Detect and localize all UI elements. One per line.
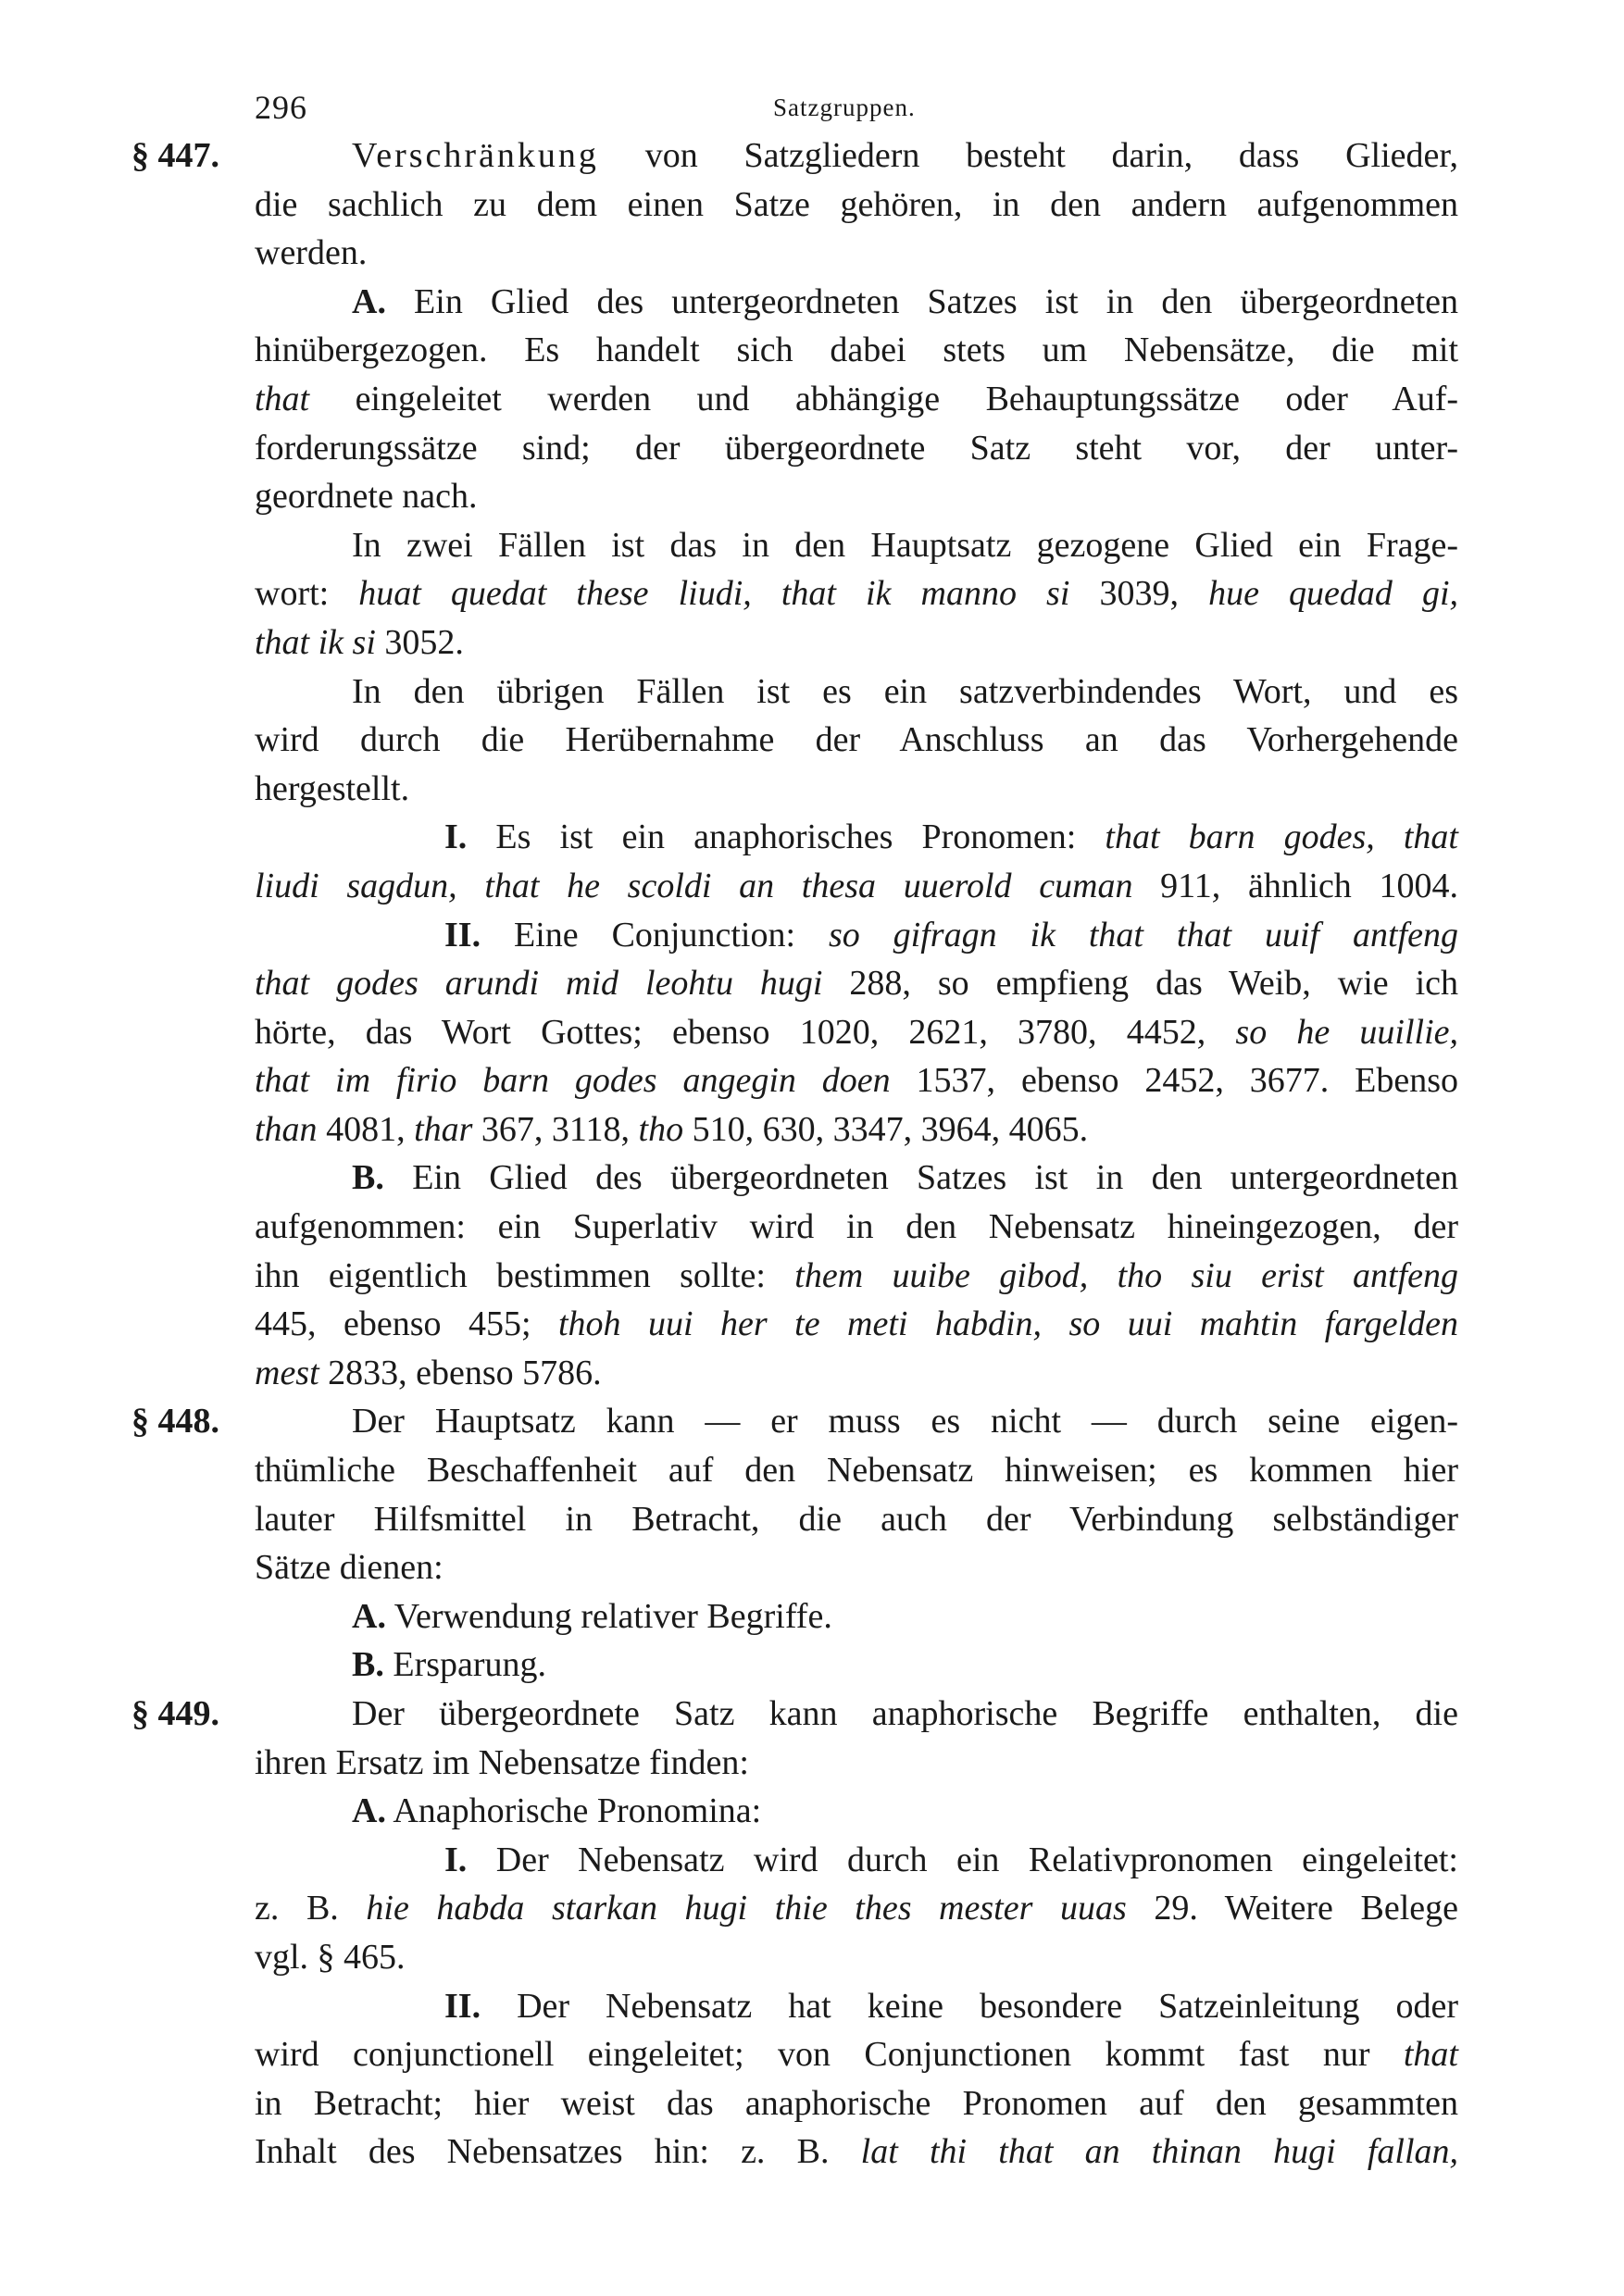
running-head: Satzgruppen. bbox=[773, 94, 916, 121]
text-line: wird durch die Herübernahme der Anschluss an das Vorhergehende bbox=[255, 720, 1458, 760]
text-run: 3039, bbox=[1069, 574, 1209, 614]
text-line: vgl. § 465. bbox=[255, 1937, 406, 1977]
citation-term: that bbox=[255, 379, 310, 418]
text-run: von Satzgliedern besteht darin, dass Glieder, bbox=[598, 136, 1458, 175]
text-line bbox=[255, 2130, 1458, 2179]
citation-term: that bbox=[1403, 2035, 1458, 2075]
text-run: Ersparung. bbox=[383, 1645, 547, 1685]
text-run: 29. Weitere Belege bbox=[1126, 1889, 1459, 1928]
text-line bbox=[255, 1839, 1458, 1888]
text-line bbox=[255, 1303, 1458, 1352]
text-line: lauter Hilfsmittel in Betracht, die auch der Verbindung selbständiger bbox=[255, 1499, 1458, 1539]
text-line bbox=[255, 572, 1458, 621]
text-line bbox=[131, 1692, 1458, 1741]
text-line bbox=[255, 1011, 1458, 1060]
text-line: In den übrigen Fällen ist es ein satzverbindendes Wort, und es bbox=[352, 671, 1458, 711]
section-number: § 448. bbox=[131, 1402, 219, 1441]
text-run: Der Nebensatz wird durch ein Relativpronomen eingeleitet: bbox=[467, 1840, 1458, 1879]
citation-term: that godes arundi mid leohtu hugi bbox=[255, 964, 823, 1004]
page-body bbox=[131, 134, 1459, 2179]
text-line: In zwei Fällen ist das in den Hauptsatz gezogene Glied ein Frage- bbox=[352, 525, 1458, 565]
text-line bbox=[255, 1156, 1458, 1205]
subsection-label: I. bbox=[444, 1840, 468, 1879]
text-run: 1537, ebenso 2452, 3677. Ebenso bbox=[890, 1061, 1458, 1101]
section-number: § 449. bbox=[131, 1694, 219, 1733]
citation-term: hie habda starkan hugi thie thes mester uuas bbox=[366, 1889, 1127, 1928]
text-run: Es ist ein anaphorisches Pronomen: bbox=[467, 817, 1106, 857]
section-number: § 447. bbox=[131, 136, 219, 175]
citation-term: thoh uui her te meti habdin, so uui mahtin fargelden bbox=[557, 1304, 1458, 1344]
text-line bbox=[255, 1108, 1458, 1157]
text-line bbox=[255, 1595, 1458, 1644]
text-run: 2833, ebenso 5786. bbox=[319, 1353, 602, 1392]
text-run: Der Hauptsatz kann — er muss es nicht — durch seine eigen- bbox=[352, 1402, 1458, 1441]
text-run: 367, 3118, bbox=[472, 1109, 639, 1149]
citation-term: that im firio barn godes angegin doen bbox=[255, 1061, 891, 1101]
text-line: forderungssätze sind; der übergeordnete Satz steht vor, der unter- bbox=[255, 428, 1458, 468]
citation-term: so gifragn ik that that uuif antfeng bbox=[828, 915, 1458, 955]
text-run: Inhalt des Nebensatzes hin: z. B. bbox=[255, 2132, 861, 2172]
text-run: 510, 630, 3347, 3964, 4065. bbox=[683, 1109, 1089, 1149]
citation-term: them uuibe gibod, tho siu erist antfeng bbox=[794, 1255, 1458, 1295]
citation-term: hue quedad gi, bbox=[1208, 574, 1459, 614]
citation-term: liudi sagdun, that he scoldi an thesa uuerold cuman bbox=[255, 866, 1133, 905]
page-header bbox=[255, 88, 1458, 134]
text-run: wort: bbox=[255, 574, 359, 614]
text-run: Der Nebensatz hat keine besondere Satzeinleitung oder bbox=[481, 1986, 1458, 2026]
text-line bbox=[255, 1254, 1458, 1304]
citation-term: mest bbox=[255, 1353, 319, 1392]
text-run: Eine Conjunction: bbox=[481, 915, 829, 955]
text-line bbox=[255, 1790, 1458, 1839]
text-run: Anaphorische Pronomina: bbox=[385, 1791, 762, 1831]
subsection-label: I. bbox=[444, 817, 468, 857]
text-run: 288, so empfieng das Weib, wie ich bbox=[822, 964, 1458, 1004]
citation-term: thar bbox=[414, 1109, 473, 1149]
text-line: hinübergezogen. Es handelt sich dabei stets um Nebensätze, die mit bbox=[255, 331, 1458, 370]
text-run: wird conjunctionell eingeleitet; von Conjunctionen kommt fast nur bbox=[255, 2035, 1404, 2075]
text-line bbox=[255, 914, 1458, 963]
text-line bbox=[255, 865, 1458, 914]
citation-term: that ik si bbox=[255, 622, 376, 662]
text-line bbox=[255, 1887, 1458, 1936]
text-line bbox=[255, 1643, 1458, 1692]
text-line: aufgenommen: ein Superlativ wird in den Nebensatz hineingezogen, der bbox=[255, 1207, 1458, 1247]
text-line bbox=[255, 378, 1458, 427]
text-line bbox=[255, 962, 1458, 1011]
subsection-label: II. bbox=[444, 915, 481, 955]
text-run: Ein Glied des untergeordneten Satzes ist in den übergeordneten bbox=[385, 281, 1458, 321]
text-run: 4081, bbox=[317, 1109, 415, 1149]
text-run: Der übergeordnete Satz kann anaphorische Begriffe enthalten, die bbox=[352, 1694, 1458, 1733]
text-line bbox=[255, 621, 1458, 670]
text-run: Ein Glied des übergeordneten Satzes ist in den untergeordneten bbox=[383, 1158, 1458, 1198]
spaced-term: Verschränkung bbox=[352, 136, 599, 175]
text-line: geordnete nach. bbox=[255, 477, 478, 517]
citation-term: tho bbox=[638, 1109, 684, 1149]
text-run: eingeleitet werden und abhängige Behauptungssätze oder Auf- bbox=[309, 379, 1458, 418]
page-number: 296 bbox=[255, 89, 307, 126]
citation-term: than bbox=[255, 1109, 318, 1149]
text-line bbox=[131, 134, 1458, 183]
subsection-label: A. bbox=[352, 1791, 386, 1831]
citation-term: that barn godes, that bbox=[1105, 817, 1458, 857]
text-run: Verwendung relativer Begriffe. bbox=[385, 1596, 832, 1636]
text-line bbox=[255, 1059, 1458, 1108]
text-line bbox=[255, 281, 1458, 330]
text-run: 3052. bbox=[375, 622, 464, 662]
text-line: die sachlich zu dem einen Satze gehören, in den andern aufgenommen bbox=[255, 184, 1458, 224]
subsection-label: II. bbox=[444, 1986, 481, 2026]
citation-term: lat thi that an thinan hugi fallan, bbox=[860, 2132, 1458, 2172]
text-line bbox=[255, 1985, 1458, 2034]
subsection-label: B. bbox=[352, 1158, 384, 1198]
text-run: ihn eigentlich bestimmen sollte: bbox=[255, 1255, 795, 1295]
text-run: 445, ebenso 455; bbox=[255, 1304, 558, 1344]
text-line: thümliche Beschaffenheit auf den Nebensatz hinweisen; es kommen hier bbox=[255, 1451, 1458, 1491]
text-run: 911, ähnlich 1004. bbox=[1132, 866, 1458, 905]
text-line: werden. bbox=[255, 233, 368, 273]
citation-term: huat quedat these liudi, that ik manno si bbox=[358, 574, 1070, 614]
subsection-label: B. bbox=[352, 1645, 384, 1685]
subsection-label: A. bbox=[352, 281, 386, 321]
text-line: ihren Ersatz im Nebensatze finden: bbox=[255, 1742, 749, 1782]
text-run: z. B. bbox=[255, 1889, 367, 1928]
text-line bbox=[131, 1400, 1458, 1449]
text-line: hergestellt. bbox=[255, 768, 410, 808]
text-line bbox=[255, 2033, 1458, 2082]
text-run: hörte, das Wort Gottes; ebenso 1020, 2621, 3780, 4452, bbox=[255, 1012, 1236, 1052]
citation-term: so he uuillie, bbox=[1235, 1012, 1458, 1052]
text-line bbox=[255, 816, 1458, 865]
subsection-label: A. bbox=[352, 1596, 386, 1636]
page bbox=[131, 88, 1459, 2179]
text-line: Sätze dienen: bbox=[255, 1548, 443, 1588]
text-line bbox=[255, 1352, 1458, 1401]
text-line: in Betracht; hier weist das anaphorische Pronomen auf den gesammten bbox=[255, 2083, 1458, 2123]
